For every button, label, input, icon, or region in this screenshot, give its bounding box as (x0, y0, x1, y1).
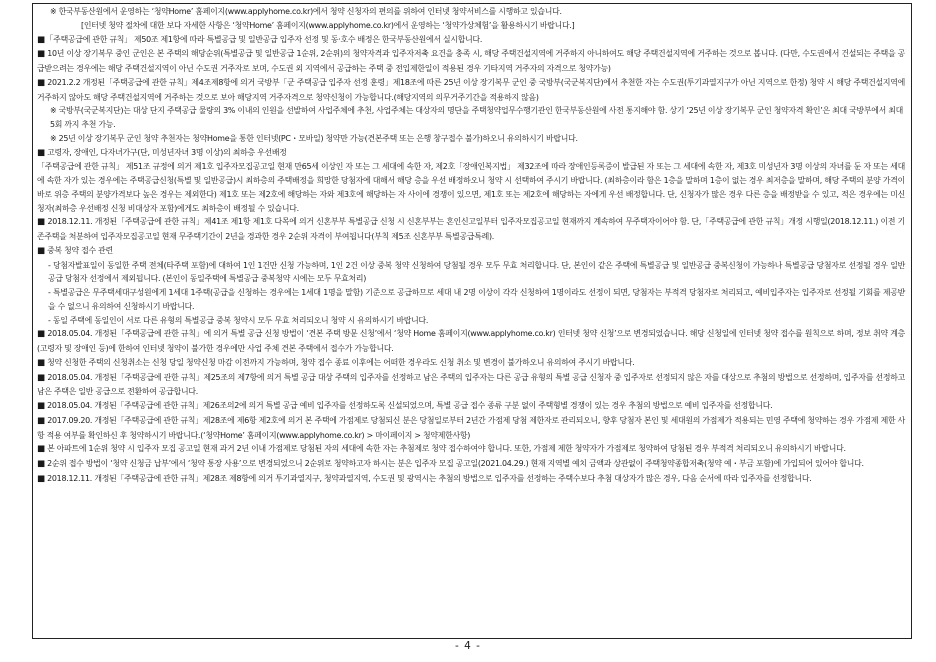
newlywed-special-item: ■ 2018.12.11. 개정된「주택공급에 관한 규칙」제41조 제1항 제1호 다목에 의거 신혼부부 특별공급 신청 시 신혼부부는 혼인신고일부터 입주자모집공고일 현재까지 계속하여 무주택자이어야 함. 단,「주택공급에 관한 규칙」개정 시행일(2018.12.11.) 이전 기존주택을 처분하여 입주자모집공고일 현재 무주택기간이 2년을 경과한 경우 2순위 자격이 부여됩니다(부칙 제5조 신혼부부 특별공급특례). (37, 217, 906, 241)
lowest-floor-heading: ■ 고령자, 장애인, 다자녀가구(단, 미성년자녀 3명 이상)의 최하층 우선배정 (37, 147, 287, 158)
lottery-order-item: ■ 2018.12.11. 개정된「주택공급에 관한 규칙」제28조 제8항에 의거 투기과열지구, 청약과열지역, 수도권 및 광역시는 추첨의 방법으로 입주자를 선정하는 주택수보다 추첨 대상자가 많은 경우, 다음 순서에 따라 입주자를 선정합니다. (37, 473, 812, 484)
second-rank-method-item: ■ 2순위 접수 방법이 ‘청약 신청금 납부’에서 ‘청약 통장 사용’으로 변경되었으니 2순위로 청약하고자 하시는 분은 입주자 모집 공고일(2021.04.29.) 현재 지역별 예치 금액과 상관없이 주택청약종합저축(청약 예・부금 포함)에 가입되어 있어야 합니다. (37, 459, 864, 469)
special-supply-method-item: ■ 2018.05.04. 개정된「주택공급에 관한 규칙」에 의거 특별 공급 신청 방법이 ‘견본 주택 방문 신청’에서 ‘청약 Home 홈페이지(www.applyhome.co.kr) 인터넷 청약 신청’으로 변경되었습니다. 해당 신청일에 인터넷 청약 접수를 원칙으로 하며, 정보 취약 계층(고령자 및 장애인 등)에 한하여 인터넷 청약이 불가한 경우에만 사업 주체 견본 주택에서 접수가 가능합니다. (37, 329, 905, 353)
long-term-soldier-25y-item: ■ 2021.2.2 개정된「주택공급에 관한 규칙」제4조제8항에 의거 국방부「군 주택공급 입주자 선정 훈령」제18조에 따른 25년 이상 장기복무 군인 중 국방부(국군복지단)에서 추천한 자는 수도권(투기과열지구가 아닌 지역으로 한정) 청약 시 해당 주택건설지역에 거주하지 않아도 해당 주택건설지역에 거주하는 것으로 보아 해당지역 거주자격으로 청약신청이 가능합니다.(해당지역의 의무거주기간을 적용하지 않음) (37, 77, 905, 102)
page-number: - 4 - (455, 640, 481, 652)
long-term-soldier-10y-item: ■ 10년 이상 장기복무 중인 군인은 본 주택의 해당순위(특별공급 및 일반공급 1순위, 2순위)의 청약자격과 입주자저축 요건을 충족 시, 해당 주택건설지역에 거주하지 아니하여도 해당 주택건설지역에 거주하는 것으로 봅니다. (다만, 수도권에서 건설되는 주택을 공급받으려는 경우에는 해당 주택건설지역이 아닌 수도권 거주자로 보며, 수도권 외 지역에서 공급하는 주택 중 전입제한일이 적용된 경우 기타지역 거주자의 자격으로 청약가능) (37, 49, 905, 73)
remaining-units-item: ■ 2018.05.04. 개정된「주택공급에 관한 규칙」제25조의 제7항에 의거 특별 공급 대상 주택의 입주자를 선정하고 남은 주택의 입주자는 다른 공급 유형의 특별 공급 신청자 중 입주자로 선정되지 않은 자를 대상으로 추첨의 방법으로 선정하며, 입주자를 선정하고 남은 주택은 일반 공급으로 전환하여 공급합니다. (37, 372, 905, 397)
point-system-limit-item: ■ 2017.09.20. 개정된「주택공급에 관한 규칙」제28조에 제6항 제2호에 의거 본 주택에 가점제로 당첨되신 분은 당첨일로부터 2년간 가점제 당첨 제한자로 관리되오니, 향후 당첨자 본인 및 세대원의 가점제가 적용되는 민영 주택에 청약하는 경우 가점제 제한 사항 적용 여부를 확인하신 후 청약하시기 바랍니다.(‘청약Home’ 홈페이지(www.applyhome.co.kr) > 마이페이지 > 청약제한사항) (37, 415, 905, 440)
reserve-tenant-item: ■ 2018.05.04. 개정된「주택공급에 관한 규칙」제26조의2에 의거 특별 공급 예비 입주자를 선정하도록 신설되었으며, 특별 공급 접수 종류 구분 없이 주택형별 경쟁이 있는 경우 추첨의 방법으로 예비 입주자를 선정합니다. (37, 401, 773, 411)
duplicate-rule-3: - 동일 주택에 동일인이 서로 다른 유형의 특별공급 중복 청약시 모두 무효 처리되오니 청약 시 유의하시기 바랍니다. (48, 315, 429, 325)
soldier-internet-only-note: ※ 25년 이상 장기복무 군인 청약 추천자는 청약Home을 통한 인터넷(PC・모바일) 청약만 가능(견본주택 또는 은행 창구접수 불가)하오니 유의하시기 바랍니다. (50, 133, 578, 143)
internet-service-note: ※ 한국부동산원에서 운영하는 ‘청약Home’ 홈페이지(www.applyhome.co.kr)에서 청약 신청자의 편의를 위하여 인터넷 청약서비스를 시행하고 있습니다. (50, 7, 562, 16)
duplicate-rule-2: - 특별공급은 무주택세대구성원에게 1세대 1주택(공급을 신청하는 경우에는 1세대 1명을 말함) 기준으로 공급하므로 세대 내 2명 이상이 각각 신청하여 1명이라도 선정이 되면, 당첨자는 부적격 당첨자로 처리되고, 예비입주자는 입주자로 선정될 기회를 제공받을 수 없으니 유의하여 신청하시기 바랍니다. (48, 288, 905, 311)
defense-recommendation-note: ※ 국방부(국군복지단)는 대상 단지 주택공급 물량의 3% 이내의 인원을 선발하여 사업주체에 추천, 사업주체는 대상자의 명단을 주택청약업무수행기관인 한국부동산원에 사전 통지해야 함. 상기 ‘25년 이상 장기복무 군인 청약자격 확인’은 최대 국방부에서 최대 5회 까지 추천 가능. (50, 106, 903, 129)
lowest-floor-paragraph: 「주택공급에 관한 규칙」 제51조 규정에 의거 제1호 입주자모집공고일 현재 만65세 이상인 자 또는 그 세대에 속한 자, 제2호「장애인복지법」 제32조에 따라 장애인등록증이 발급된 자 또는 그 세대에 속한 자, 제3호 미성년자 3명 이상의 자녀를 둔 자 또는 세대에 속한 자가 있는 경우에는 주택공급신청(특별 및 일반공급)시 최하층의 주택배정을 희망한 당첨자에 대해서 해당 층을 우선 배정하오니 청약 시 선택하여 주시기 바랍니다. (최하층이라 함은 1층을 말하며 1층이 없는 경우 최저층을 말하며, 해당 주택의 분양 가격이 바로 위층 주택의 분양가격보다 높은 경우는 제외한다) 제1호 또는 제2호에 해당하는 자와 제3호에 해당하는 자 사이에 경쟁이 있으면, 제1호 또는 제2호에 해당하는 자에게 우선 배정합니다. 단, 신청자가 많은 경우 다른 층을 배정받을 수 있고, 적은 경우에는 미신청자(최하층 우선배정 신청 비대상자 포함)에게도 최하층이 배정될 수 있습니다. (37, 162, 905, 213)
virtual-experience-note: [인터넷 청약 절차에 대한 보다 자세한 사항은 ‘청약Home’ 홈페이지(www.applyhome.co.kr)에서 운영하는 ‘청약가상체험’을 활용하시기 바랍니다.] (81, 20, 575, 30)
selection-agency-item: ■「주택공급에 관한 규칙」 제50조 제1항에 따라 특별공급 및 일반공급 입주자 선정 및 동·호수 배정은 한국부동산원에서 실시합니다. (37, 34, 483, 45)
duplicate-rule-1: - 당첨자발표일이 동일한 주택 전체(타주택 포함)에 대하여 1인 1건만 신청 가능하며, 1인 2건 이상 중복 청약 신청하여 당첨될 경우 모두 무효 처리합니다. 단, 본인이 같은 주택에 특별공급 및 일반공급 중복신청이 가능하나 특별공급 당첨자로 선정될 경우 일반공급 당첨자 선정에서 제외됩니다. (본인이 동일주택에 특별공급 중복청약 시에는 모두 무효처리) (48, 260, 905, 284)
duplicate-application-heading: ■ 중복 청약 접수 관련 (37, 245, 113, 256)
cancellation-item: ■ 청약 신청한 주택의 신청취소는 신청 당일 청약신청 마감 이전까지 가능하며, 청약 접수 종료 이후에는 어떠한 경우라도 신청 취소 및 변경이 불가하오니 유의하여 주시기 바랍니다. (37, 357, 635, 368)
lottery-requirement-item: ■ 본 아파트에 1순위 청약 시 입주자 모집 공고일 현재 과거 2년 이내 가점제로 당첨된 자의 세대에 속한 자는 추첨제로 청약 접수하여야 합니다. 또한, 가점제 제한 청약자가 가점제로 청약하여 당첨된 경우 부적격 처리되오니 유의하시기 바랍니다. (37, 444, 846, 455)
document-body (32, 3, 912, 639)
